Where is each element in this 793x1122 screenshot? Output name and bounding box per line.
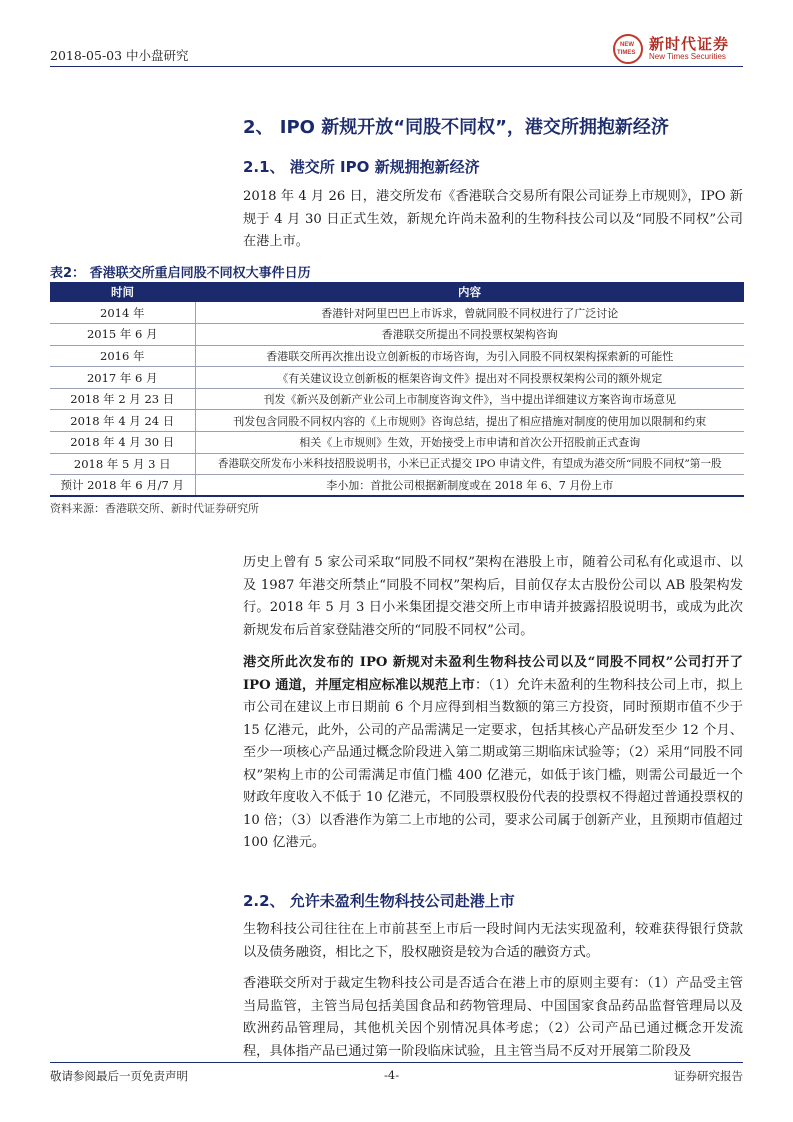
section-2-2-paragraph-1: 生物科技公司往往在上市前甚至上市后一段时间内无法实现盈利，较难获得银行贷款以及债务融资，相比之下，股权融资是较为合适的融资方式。	[243, 922, 743, 960]
table-row	[50, 324, 744, 346]
table-cell-time: 2018 年 5 月 3 日	[50, 453, 195, 475]
section-2-heading: 2、 IPO 新规开放“同股不同权”，港交所拥抱新经济	[243, 117, 669, 138]
header-divider	[50, 66, 743, 67]
table-cell-content: 《有关建议设立创新板的框架咨询文件》提出对不同投票权架构公司的额外规定	[195, 367, 744, 389]
rules-bold-lead: 港交所此次发布的 IPO 新规对未盈利生物科技公司以及“同股不同权”公司打开了 IPO 通道，并厘定相应标准以规范上市	[243, 655, 743, 693]
table-header-time: 时间	[50, 282, 195, 302]
header-date-section: 2018-05-03 中小盘研究	[50, 48, 189, 63]
table-row	[50, 302, 744, 324]
rules-paragraph	[243, 652, 743, 855]
table-row	[50, 432, 744, 454]
table-cell-time: 2015 年 6 月	[50, 324, 195, 346]
table-row	[50, 475, 744, 497]
table-cell-content: 香港针对阿里巴巴上市诉求，曾就同股不同权进行了广泛讨论	[195, 302, 744, 324]
table-row	[50, 367, 744, 389]
rules-body: ：（1）允许未盈利的生物科技公司上市，拟上市公司在建议上市日期前 6 个月应得到相当数额的第三方投资，同时预期市值不少于 15 亿港元，此外，公司的产品需满足一定要求，包括其核心产品研发至少 12 个月、至少一项核心产品通过概念阶段进入第二期或第三期临床试验等；（2）采用“同股不同权”架构上市的公司需满足市值门槛 400 亿港元，如低于该门槛，则需公司最近一个财政年度收入不低于 10 亿港元，不同股票权股份代表的投票权不得超过普通投票权的 10 倍；（3）以香港作为第二上市地的公司，要求公司属于创新产业，且预期市值超过 100 亿港元。	[243, 677, 743, 850]
page-number: -4-	[384, 1068, 400, 1082]
section-2-2-paragraph-2: 香港联交所对于裁定生物科技公司是否适合在港上市的原则主要有：（1）产品受主管当局监管，主管当局包括美国食品和药物管理局、中国国家食品药品监督管理局以及欧洲药品管理局，其他机关因个别情况具体考虑；（2）公司产品已通过概念开发流程，具体指产品已通过第一阶段临床试验，且主管当局不反对开展第二阶段及	[243, 976, 743, 1059]
table-cell-time: 2018 年 4 月 24 日	[50, 410, 195, 432]
footer-disclaimer: 敬请参阅最后一页免责声明	[50, 1069, 188, 1083]
table-title: 表2： 香港联交所重启同股不同权大事件日历	[50, 266, 311, 281]
page-header	[50, 35, 743, 66]
table-source: 资料来源：香港联交所、新时代证券研究所	[50, 502, 259, 515]
footer-report-type: 证券研究报告	[674, 1069, 743, 1083]
table-cell-content: 香港联交所提出不同投票权架构咨询	[195, 324, 744, 346]
table-row	[50, 410, 744, 432]
history-paragraph: 历史上曾有 5 家公司采取“同股不同权”架构在港股上市，随着公司私有化或退市、以及 1987 年港交所禁止“同股不同权”架构后，目前仅存太古股份公司以 AB 股架构发行。2018 年 5 月 3 日小米集团提交港交所上市申请并披露招股说明书，或成为此次新规发布后首家登陆港交所的“同股不同权”公司。	[243, 555, 743, 638]
table-cell-content: 香港联交所发布小米科技招股说明书，小米已正式提交 IPO 申请文件，有望成为港交所“同股不同权”第一股	[195, 453, 744, 475]
table-cell-time: 2016 年	[50, 345, 195, 367]
company-logo	[613, 30, 743, 66]
section-2-1-paragraph: 2018 年 4 月 26 日，港交所发布《香港联合交易所有限公司证券上市规则》，IPO 新规于 4 月 30 日正式生效，新规允许尚未盈利的生物科技公司以及“同股不同权”公司在港上市。	[243, 189, 743, 249]
table-cell-time: 预计 2018 年 6 月/7 月	[50, 475, 195, 497]
logo-subtitle: New Times Securities	[649, 52, 726, 61]
table-cell-content: 相关《上市规则》生效，开始接受上市申请和首次公开招股前正式查询	[195, 432, 744, 454]
table-cell-time: 2014 年	[50, 302, 195, 324]
table-cell-content: 刊发《新兴及创新产业公司上市制度咨询文件》，当中提出详细建议方案咨询市场意见	[195, 388, 744, 410]
table-cell-content: 香港联交所再次推出设立创新板的市场咨询，为引入同股不同权架构探索新的可能性	[195, 345, 744, 367]
table-cell-time: 2018 年 4 月 30 日	[50, 432, 195, 454]
table-row	[50, 453, 744, 475]
table-header-content: 内容	[195, 282, 744, 302]
table-cell-time: 2018 年 2 月 23 日	[50, 388, 195, 410]
logo-title: 新时代证券	[649, 35, 730, 53]
logo-emblem-icon: NEW TIMES	[613, 34, 643, 64]
section-2-2-heading: 2.2、 允许未盈利生物科技公司赴港上市	[243, 892, 515, 910]
table-row	[50, 345, 744, 367]
table-header-row	[50, 282, 744, 302]
section-2-1-heading: 2.1、 港交所 IPO 新规拥抱新经济	[243, 158, 480, 176]
footer-divider	[50, 1062, 743, 1063]
table-row	[50, 388, 744, 410]
table-cell-time: 2017 年 6 月	[50, 367, 195, 389]
table-cell-content: 李小加：首批公司根据新制度或在 2018 年 6、7 月份上市	[195, 475, 744, 497]
events-table	[50, 282, 744, 497]
table-cell-content: 刊发包含同股不同权内容的《上市规则》咨询总结，提出了相应措施对制度的使用加以限制和约束	[195, 410, 744, 432]
